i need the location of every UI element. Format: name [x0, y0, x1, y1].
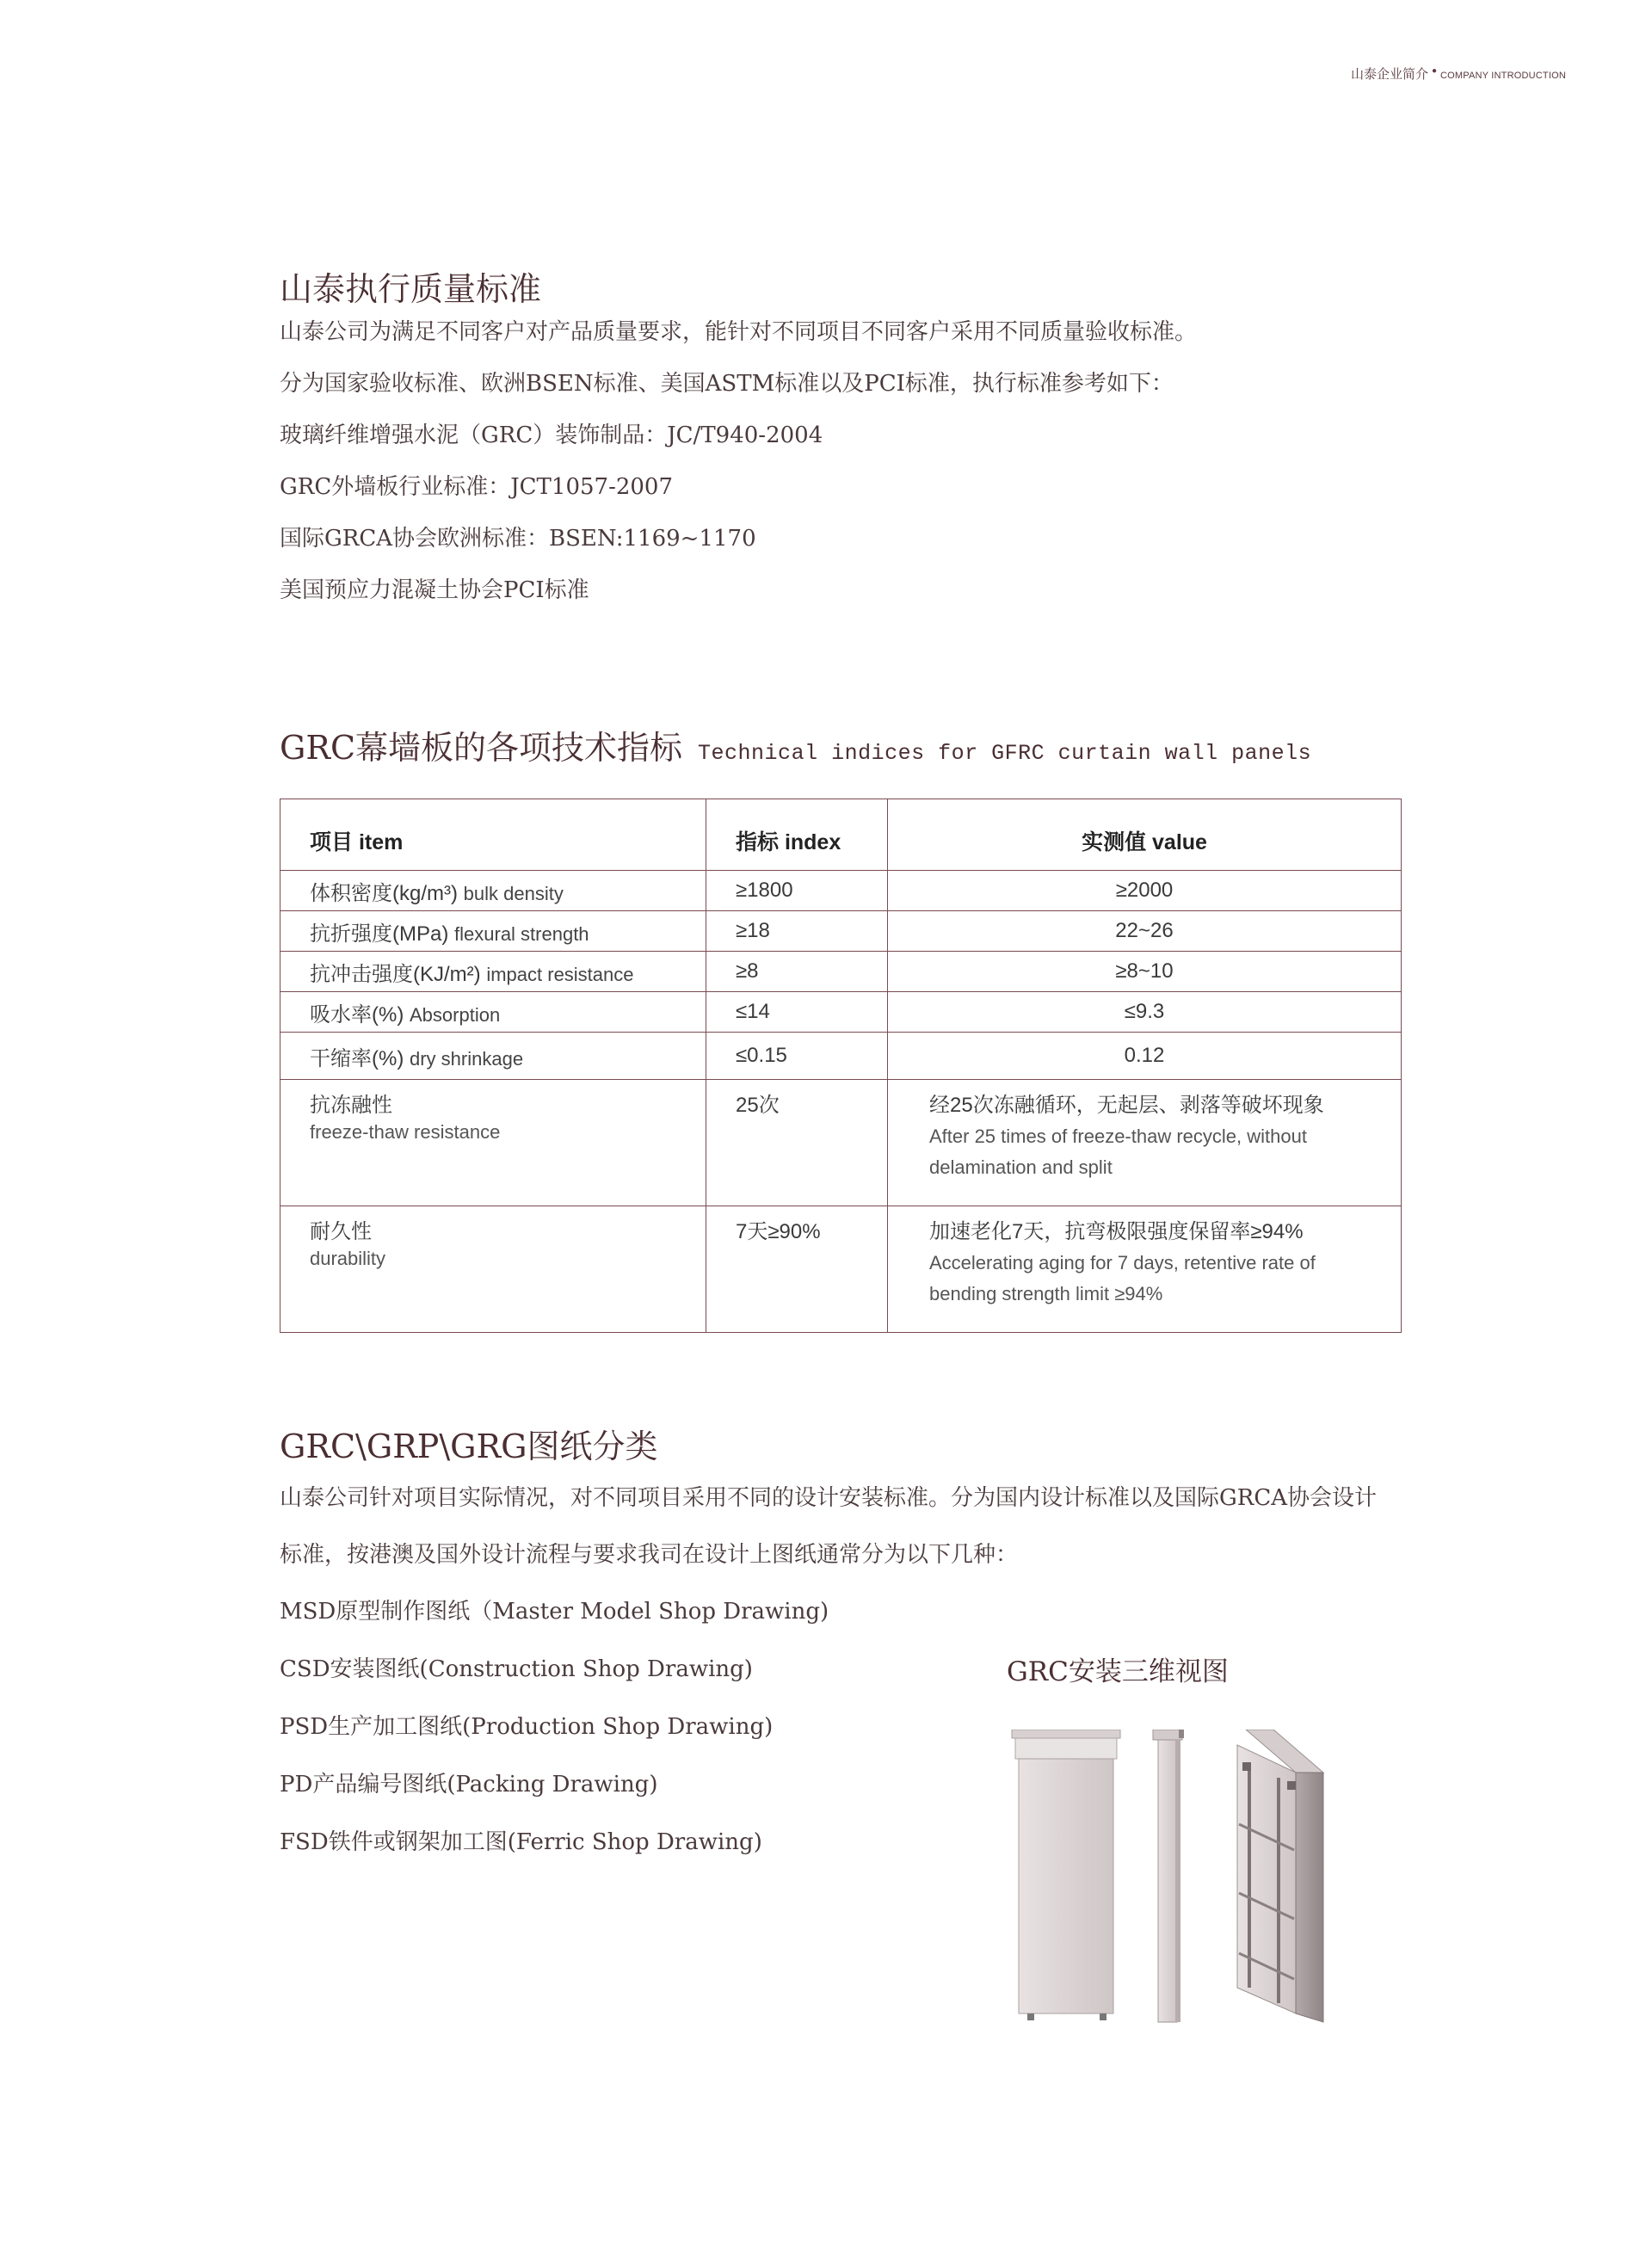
row-value: ≥8~10 [888, 952, 1402, 992]
section2-title [280, 721, 1311, 768]
row-item-cn: 吸水率(%) [310, 1002, 404, 1027]
drawing-item: FSD铁件或钢架加工图(Ferric Shop Drawing) [280, 1829, 762, 1855]
section1-line: GRC外墙板行业标准：JCT1057-2007 [280, 474, 674, 500]
table-row [280, 911, 1402, 952]
row-item [280, 1033, 706, 1080]
section1-lines [280, 314, 1197, 624]
section3-intro-line: 山泰公司针对项目实际情况，对不同项目采用不同的设计安装标准。分为国内设计标准以及国际GRCA协会设计 [280, 1485, 1378, 1511]
row-item-en: impact resistance [486, 963, 634, 985]
section1-title: 山泰执行质量标准 [280, 270, 542, 308]
row-value-en: bending strength limit ≥94% [929, 1283, 1163, 1304]
row-index: ≤0.15 [706, 1033, 888, 1080]
section1-line: 玻璃纤维增强水泥（GRC）装饰制品：JC/T940-2004 [280, 422, 823, 448]
row-value: ≥2000 [888, 871, 1402, 911]
drawing-item: MSD原型制作图纸（Master Model Shop Drawing) [280, 1599, 829, 1625]
row-index: ≥1800 [706, 871, 888, 911]
header-index: 指标 index [706, 799, 888, 871]
tech-indices-table [280, 799, 1402, 1333]
row-item [280, 871, 706, 911]
section2-title-cn: GRC幕墙板的各项技术指标 [280, 729, 683, 767]
row-value: 0.12 [888, 1033, 1402, 1080]
row-item-en: durability [310, 1248, 386, 1269]
row-item-cn: 抗冻融性 [310, 1094, 392, 1117]
row-item-en: freeze-thaw resistance [310, 1121, 501, 1143]
section1-line: 国际GRCA协会欧洲标准：BSEN:1169~1170 [280, 526, 756, 552]
row-index: ≥18 [706, 911, 888, 952]
header-item: 项目 item [280, 799, 706, 871]
drawing-item: CSD安装图纸(Construction Shop Drawing) [280, 1656, 753, 1682]
row-index: ≥8 [706, 952, 888, 992]
table-row [280, 1080, 1402, 1206]
row-value-en: Accelerating aging for 7 days, retentive rate of [929, 1252, 1316, 1273]
table-row [280, 871, 1402, 911]
row-item [280, 911, 706, 952]
row-index [706, 1206, 888, 1333]
row-value-cn: 经25次冻融循环，无起层、剥落等破坏现象 [929, 1094, 1324, 1117]
header-value: 实测值 value [888, 799, 1402, 871]
page-header [1351, 65, 1566, 83]
header-cn: 山泰企业简介 [1350, 66, 1428, 82]
row-value-en: After 25 times of freeze-thaw recycle, without [929, 1125, 1307, 1147]
row-item-en: bulk density [463, 882, 564, 904]
row-value-cn: 加速老化7天，抗弯极限强度保留率≥94% [929, 1220, 1304, 1243]
row-item-cn: 抗折强度(MPa) [310, 922, 449, 946]
row-index-text: 25次 [736, 1094, 780, 1117]
section3-title: GRC\GRP\GRG图纸分类 [280, 1428, 658, 1465]
table-row [280, 1033, 1402, 1080]
section3-intro [280, 1480, 1377, 1594]
row-value: 22~26 [888, 911, 1402, 952]
panel-iso-back-view [1237, 1730, 1323, 2022]
view-title: GRC安装三维视图 [1007, 1656, 1229, 1687]
row-value-en: delamination and split [929, 1156, 1113, 1178]
row-index [706, 1080, 888, 1206]
row-item-cn: 体积密度(kg/m³) [310, 881, 458, 905]
header-en: COMPANY INTRODUCTION [1440, 71, 1566, 81]
row-item [280, 952, 706, 992]
row-item [280, 992, 706, 1033]
section1-line: 山泰公司为满足不同客户对产品质量要求，能针对不同项目不同客户采用不同质量验收标准。 [280, 319, 1198, 345]
row-item-cn: 耐久性 [310, 1220, 372, 1243]
table-header-row [280, 799, 1402, 871]
table-row [280, 952, 1402, 992]
row-item [280, 1206, 706, 1333]
row-value [888, 1080, 1402, 1206]
row-item-en: dry shrinkage [410, 1047, 524, 1070]
drawing-list [280, 1594, 829, 1882]
row-item-en: flexural strength [454, 922, 589, 945]
row-value [888, 1206, 1402, 1333]
header-dot-icon: ● [1431, 66, 1437, 76]
row-item-cn: 干缩率(%) [310, 1046, 404, 1070]
row-index: ≤14 [706, 992, 888, 1033]
section1-line: 分为国家验收标准、欧洲BSEN标准、美国ASTM标准以及PCI标准，执行标准参考如下： [280, 371, 1174, 397]
row-item-cn: 抗冲击强度(KJ/m²) [310, 962, 481, 986]
drawing-item: PD产品编号图纸(Packing Drawing) [280, 1772, 658, 1798]
section1-line: 美国预应力混凝土协会PCI标准 [280, 577, 589, 603]
row-value: ≤9.3 [888, 992, 1402, 1033]
row-item [280, 1080, 706, 1206]
row-item-en: Absorption [410, 1003, 501, 1026]
section2-title-en: Technical indices for GFRC curtain wall panels [698, 741, 1312, 766]
grc-3d-views-illustration [1007, 1730, 1385, 2039]
section3-intro-line: 标准，按港澳及国外设计流程与要求我司在设计上图纸通常分为以下几种： [280, 1542, 1019, 1568]
panel-side-view [1153, 1730, 1184, 2022]
table-row [280, 1206, 1402, 1333]
drawing-item: PSD生产加工图纸(Production Shop Drawing) [280, 1714, 774, 1740]
table-row [280, 992, 1402, 1033]
row-index-text: 7天≥90% [736, 1220, 821, 1243]
panel-front-view [1012, 1730, 1120, 2020]
